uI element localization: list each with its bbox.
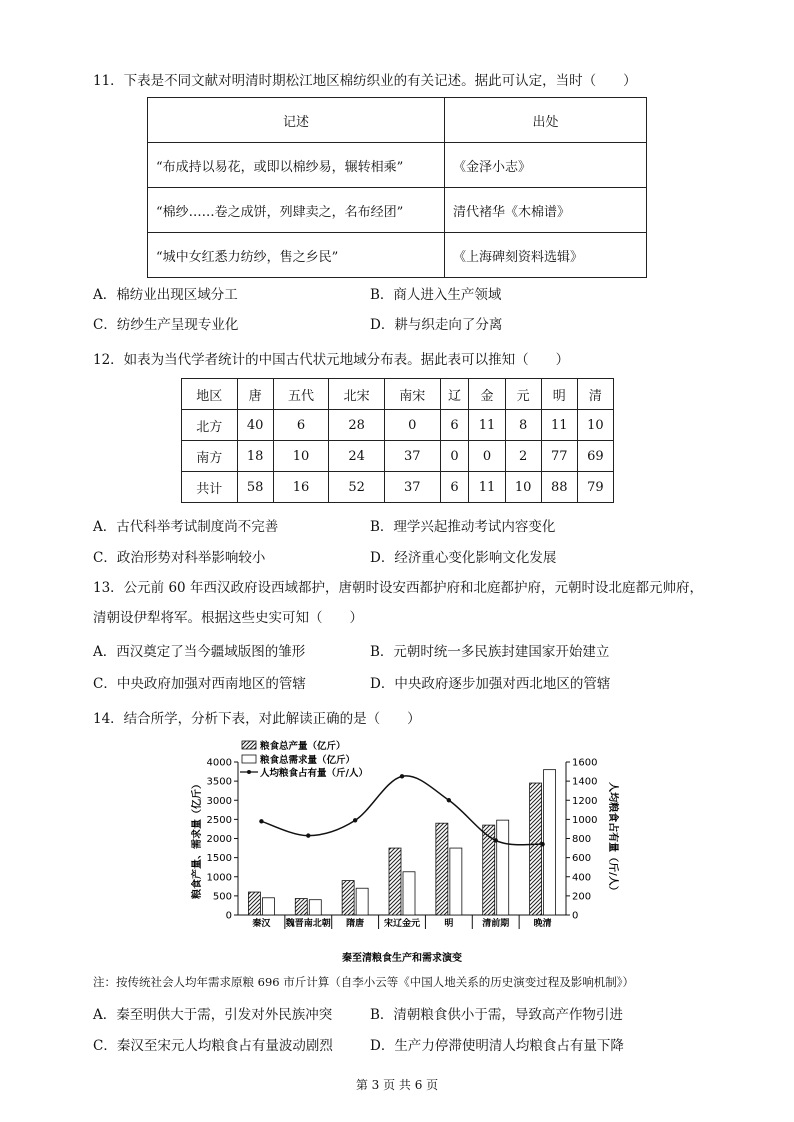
q12-table [181,378,614,503]
y-right-tick-label: 200 [572,891,592,903]
q14-option-c[interactable]: C．秦汉至宋元人均粮食占有量波动剧烈 [93,1038,333,1054]
x-tick-label: 秦汉 [252,919,271,929]
table-cell: 11 [469,472,505,503]
table-row [182,441,614,472]
q11-stem: 11．下表是不同文献对明清时期松江地区棉纺织业的有关记述。据此可认定，当时（ ） [93,73,637,89]
table-cell: 16 [273,472,329,503]
y-right-tick-label: 1600 [572,757,598,769]
bar-demand [403,872,415,915]
q13-stem-line1: 13．公元前 60 年西汉政府设西域都护，唐朝时设安西都护府和北庭都护府，元朝时设北庭都元帅府， [93,580,703,596]
table-cell: 6 [440,410,469,441]
x-tick-label: 晚清 [533,919,552,929]
x-tick-label: 隋唐 [346,919,365,929]
bar-demand [544,770,556,915]
table-cell: 18 [237,441,273,472]
q14-stem: 14．结合所学，分析下表，对此解读正确的是（ ） [93,711,421,727]
table-cell: 37 [384,472,440,503]
table-cell: 南方 [182,441,238,472]
table-cell: 37 [384,441,440,472]
table-cell: 52 [329,472,385,503]
q11-table [147,97,647,278]
table-cell: 2 [505,441,541,472]
y-left-tick-label: 0 [225,910,232,922]
table-row [148,233,647,278]
bar-demand [356,888,368,915]
q12-option-c[interactable]: C．政治形势对科举影响较小 [93,550,266,566]
legend-demand: 粮食总需求量（亿斤） [260,755,356,766]
table-header: 北宋 [329,379,385,410]
q11-option-a[interactable]: A．棉纺业出现区域分工 [93,287,238,303]
point-per-capita [540,842,544,846]
chart-title: 秦至清粮食生产和需求演变 [342,953,462,964]
q11-option-c[interactable]: C．纺纱生产呈现专业化 [93,317,239,333]
table-row [148,188,647,233]
table-cell: 8 [505,410,541,441]
bar-demand [309,900,321,915]
q13-option-c[interactable]: C．中央政府加强对西南地区的管辖 [93,676,306,692]
q14-option-d[interactable]: D．生产力停滞使明清人均粮食占有量下降 [370,1038,624,1054]
y-right-tick-label: 400 [572,872,592,884]
table-cell: 0 [440,441,469,472]
point-per-capita [494,838,498,842]
table-header: 出处 [445,98,647,143]
point-per-capita [400,774,404,778]
bar-production [530,783,542,915]
table-header: 清 [577,379,613,410]
y-left-tick-label: 1000 [206,872,232,884]
table-header: 地区 [182,379,238,410]
legend-swatch-production [242,741,256,749]
table-cell: “布成持以易花，或即以棉纱易，辗转相乘” [148,143,445,188]
bar-production [295,899,307,915]
point-per-capita [447,798,451,802]
y-left-tick-label: 3000 [206,795,232,807]
q14-note: 注：按传统社会人均年需求原粮 696 市斤计算（自李小云等《中国人地关系的历史演变过程及影响机制》） [93,975,635,989]
table-row [182,379,614,410]
y-right-tick-label: 1200 [572,795,598,807]
table-cell: 0 [384,410,440,441]
y-left-tick-label: 1500 [206,853,232,865]
y-right-tick-label: 1400 [572,776,598,788]
legend-swatch-demand [242,755,256,763]
y-left-tick-label: 500 [212,891,232,903]
table-cell: 11 [541,410,577,441]
bar-production [342,881,354,915]
y-right-tick-label: 0 [572,910,579,922]
point-per-capita [259,819,263,823]
x-tick-label: 宋辽金元 [383,919,421,929]
table-cell: 77 [541,441,577,472]
y-right-tick-label: 1000 [572,814,598,826]
legend-marker-per-capita [247,770,251,774]
table-cell: 北方 [182,410,238,441]
q11-option-d[interactable]: D．耕与织走向了分离 [370,317,503,333]
table-cell: 6 [440,472,469,503]
legend-production: 粮食总产量（亿斤） [260,741,346,752]
bar-production [436,823,448,915]
y-right-tick-label: 600 [572,853,592,865]
table-cell: 0 [469,441,505,472]
y-left-tick-label: 3500 [206,776,232,788]
q13-stem-line2: 清朝设伊犁将军。根据这些史实可知（ ） [93,610,363,626]
q12-option-a[interactable]: A．古代科举考试制度尚不完善 [93,519,279,535]
table-cell: 28 [329,410,385,441]
table-cell: 《上海碑刻资料选辑》 [445,233,647,278]
y-left-tick-label: 4000 [206,757,232,769]
q14-option-a[interactable]: A．秦至明供大于需，引发对外民族冲突 [93,1007,333,1023]
table-header: 唐 [237,379,273,410]
table-cell: 24 [329,441,385,472]
table-row [182,472,614,503]
point-per-capita [353,818,357,822]
y-left-tick-label: 2000 [206,834,232,845]
table-row [182,410,614,441]
table-cell: 58 [237,472,273,503]
bar-production [389,848,401,915]
table-cell: 共计 [182,472,238,503]
y-left-tick-label: 2500 [206,814,232,826]
bar-production [248,892,260,915]
y-right-tick-label: 800 [572,834,592,845]
table-cell: 清代褚华《木棉谱》 [445,188,647,233]
table-row [148,143,647,188]
table-cell: 10 [577,410,613,441]
table-cell: 10 [273,441,329,472]
bar-demand [497,820,509,915]
table-cell: 79 [577,472,613,503]
table-header: 南宋 [384,379,440,410]
x-tick-label: 明 [444,919,454,929]
q12-option-d[interactable]: D．经济重心变化影响文化发展 [370,550,557,566]
table-cell: 11 [469,410,505,441]
table-cell: “城中女红悉力纺纱，售之乡民” [148,233,445,278]
table-cell: 40 [237,410,273,441]
table-cell: 6 [273,410,329,441]
q12-stem: 12．如表为当代学者统计的中国古代状元地域分布表。据此表可以推知（ ） [93,352,570,368]
q11-option-b[interactable]: B．商人进入生产领域 [370,287,502,303]
page-footer: 第 3 页 共 6 页 [355,1078,439,1092]
table-header: 元 [505,379,541,410]
bar-demand [262,898,274,915]
point-per-capita [306,833,310,837]
table-header: 辽 [440,379,469,410]
table-row [148,98,647,143]
q13-option-b[interactable]: B．元朝时统一多民族封建国家开始建立 [370,644,610,660]
y-axis-left-label: 粮食产量、需求量（亿斤） [192,779,203,899]
q12-option-b[interactable]: B．理学兴起推动考试内容变化 [370,519,556,535]
table-cell: 88 [541,472,577,503]
table-cell: “棉纱……卷之成饼，列肆卖之，名布经团” [148,188,445,233]
y-axis-right-label: 人均粮食占有量（斤/人） [607,782,618,896]
table-cell: 《金泽小志》 [445,143,647,188]
table-cell: 10 [505,472,541,503]
table-header: 金 [469,379,505,410]
legend-per-capita: 人均粮食占有量（斤/人） [260,768,368,779]
q13-option-a[interactable]: A．西汉奠定了当今疆域版图的雏形 [93,644,306,660]
table-header: 明 [541,379,577,410]
grain-chart [180,735,620,967]
table-cell: 69 [577,441,613,472]
q14-option-b[interactable]: B．清朝粮食供小于需，导致高产作物引进 [370,1007,623,1023]
x-tick-label: 清前期 [482,919,510,929]
table-header: 五代 [273,379,329,410]
bar-demand [450,848,462,915]
x-tick-label: 魏晋南北朝 [285,919,331,929]
table-header: 记述 [148,98,445,143]
q13-option-d[interactable]: D．中央政府逐步加强对西北地区的管辖 [370,676,611,692]
